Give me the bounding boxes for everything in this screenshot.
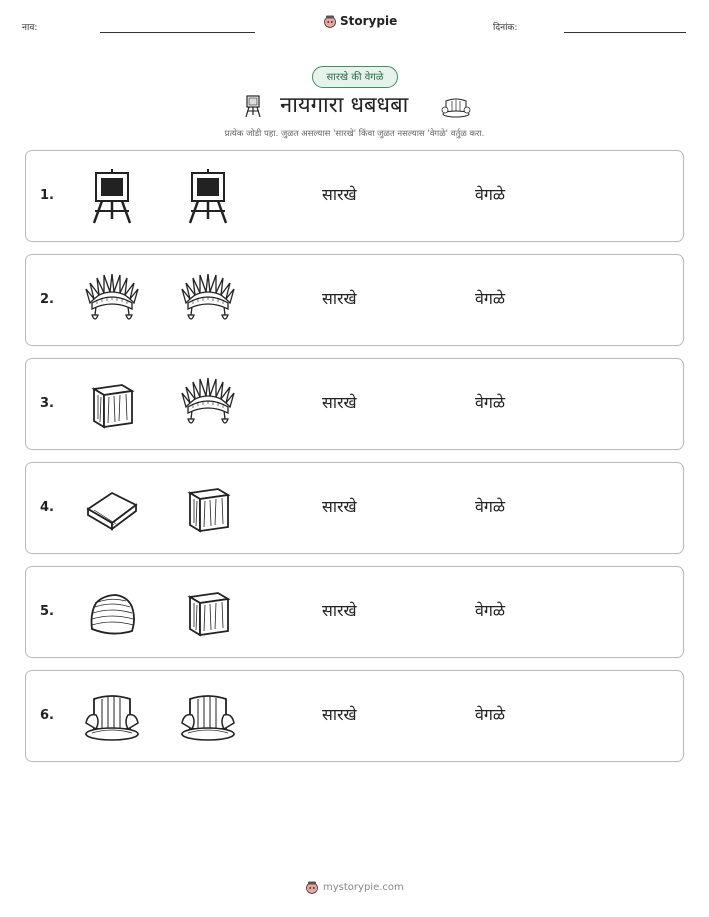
page-title: नायगारा धबधबा: [280, 93, 409, 118]
name-label: नाव:: [22, 23, 38, 33]
option-different[interactable]: वेगळे: [475, 393, 506, 412]
instructions: प्रत्येक जोडी पहा. जुळत असल्यास 'सारखे' किंवा जुळत नसल्यास 'वेगळे' वर्तुळ करा.: [224, 129, 485, 139]
waterfall-icon: [82, 687, 142, 747]
easel-icon: [178, 167, 238, 227]
right-picture: [178, 167, 238, 227]
exercise-row: [25, 462, 684, 554]
row-number: 1.: [40, 188, 54, 203]
waterfall-icon: [178, 687, 238, 747]
stump-icon: [178, 479, 238, 539]
option-same[interactable]: सारखे: [322, 393, 357, 412]
rock-icon: [82, 583, 142, 643]
row-number: 5.: [40, 604, 54, 619]
book-icon: [82, 479, 142, 539]
exercise-row: [25, 670, 684, 762]
row-number: 2.: [40, 292, 54, 307]
name-line[interactable]: [100, 32, 255, 33]
exercise-row: [25, 358, 684, 450]
option-same[interactable]: सारखे: [322, 289, 357, 308]
exercise-row: [25, 254, 684, 346]
left-picture: [82, 375, 142, 435]
brand-logo: [323, 14, 397, 28]
headdress-icon: [178, 375, 238, 435]
left-picture: [82, 479, 142, 539]
option-different[interactable]: वेगळे: [475, 289, 506, 308]
option-different[interactable]: वेगळे: [475, 705, 506, 724]
storypie-mascot-icon: [305, 880, 319, 894]
headdress-icon: [82, 271, 142, 331]
option-different[interactable]: वेगळे: [475, 497, 506, 516]
left-picture: [82, 583, 142, 643]
easel-icon: [82, 167, 142, 227]
storypie-mascot-icon: [323, 14, 337, 28]
title-row: [0, 92, 709, 122]
right-picture: [178, 479, 238, 539]
stump-icon: [82, 375, 142, 435]
left-picture: [82, 167, 142, 227]
footer-url[interactable]: mystorypie.com: [323, 881, 404, 893]
easel-icon: [243, 94, 263, 118]
date-label: दिनांक:: [493, 23, 518, 33]
option-different[interactable]: वेगळे: [475, 185, 506, 204]
row-number: 3.: [40, 396, 54, 411]
option-different[interactable]: वेगळे: [475, 601, 506, 620]
waterfall-icon: [441, 95, 471, 119]
row-number: 6.: [40, 708, 54, 723]
option-same[interactable]: सारखे: [322, 601, 357, 620]
footer: [305, 880, 404, 894]
brand-name: Storypie: [340, 14, 398, 28]
option-same[interactable]: सारखे: [322, 497, 357, 516]
stump-icon: [178, 583, 238, 643]
option-same[interactable]: सारखे: [322, 185, 357, 204]
date-line[interactable]: [564, 32, 686, 33]
left-picture: [82, 687, 142, 747]
headdress-icon: [178, 271, 238, 331]
right-picture: [178, 687, 238, 747]
right-picture: [178, 583, 238, 643]
worksheet-type-badge: सारखे की वेगळे: [312, 66, 398, 88]
exercise-row: [25, 150, 684, 242]
right-picture: [178, 375, 238, 435]
option-same[interactable]: सारखे: [322, 705, 357, 724]
right-picture: [178, 271, 238, 331]
row-number: 4.: [40, 500, 54, 515]
exercise-row: [25, 566, 684, 658]
left-picture: [82, 271, 142, 331]
